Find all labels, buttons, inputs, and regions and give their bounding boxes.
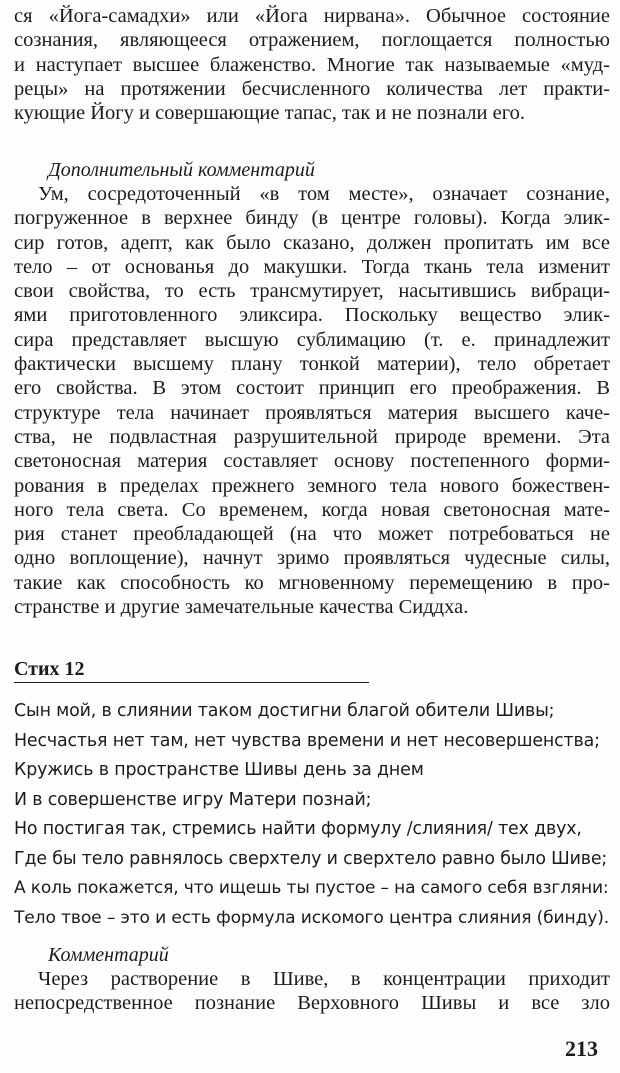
additional-comment-paragraph	[14, 182, 610, 619]
text-line: Через растворение в Шиве, в концентрации приходит	[38, 968, 610, 990]
verse-line: А коль покажется, что ищешь ты пустое – на самого себя взгляни:	[14, 878, 609, 898]
text-line: ного тела света. Со временем, когда новая светоносная мате-	[14, 498, 610, 521]
commentary-heading: Комментарий	[48, 944, 169, 966]
text-line: такие как способность ко мгновенному перемещению в про-	[14, 571, 610, 594]
text-line: и наступает высшее блаженство. Многие так называемые «муд-	[14, 53, 610, 76]
text-line: одно воплощение), начнут зримо проявляться чудесные силы,	[14, 547, 610, 570]
text-line: ства, не подвластная разрушительной природе времени. Эта	[14, 425, 610, 448]
text-line: сознания, являющееся отражением, поглощается полностью	[14, 29, 610, 52]
text-line: сир готов, адепт, как было сказано, должен пропитать им все	[14, 231, 610, 254]
text-line: ся «Йога-самадхи» или «Йога нирвана». Обычное состояние	[14, 5, 610, 27]
verse-line: Несчастья нет там, нет чувства времени и нет несовершенства;	[14, 730, 600, 751]
text-line: странстве и другие замечательные качества Сиддха.	[14, 596, 469, 619]
text-line: непосредственное познание Верховного Шивы и все зло	[14, 992, 610, 1015]
text-line: погруженное в верхнее бинду (в центре головы). Когда элик-	[14, 207, 610, 230]
verse-line: Тело твое – это и есть формула искомого центра слияния (бинду).	[14, 907, 610, 928]
text-line: рования в пределах прежнего земного тела нового божествен-	[14, 474, 610, 497]
additional-comment-heading: Дополнительный комментарий	[48, 159, 315, 181]
verse-line: Где бы тело равнялось сверхтелу и сверхтело равно было Шиве;	[14, 848, 608, 869]
text-line: сира представляет высшую сублимацию (т. е. принадлежит	[14, 328, 610, 351]
opening-paragraph	[14, 4, 610, 125]
verse-line: Сын мой, в слиянии таком достигни благой обители Шивы;	[14, 701, 555, 721]
text-line: кующие Йогу и совершающие тапас, так и не познали его.	[14, 102, 525, 125]
text-line: Ум, сосредоточенный «в том месте», означает сознание,	[38, 183, 610, 205]
text-line: свои свойства, то есть трансмутирует, насытившись вибраци-	[14, 280, 610, 303]
text-line: структуре тела начинает проявляться материя высшего каче-	[14, 401, 610, 424]
text-line: ями приготовленного эликсира. Поскольку вещество элик-	[14, 304, 610, 327]
text-line: светоносная материя составляет основу постепенного форми-	[14, 450, 610, 473]
text-line: тело – от основанья до макушки. Тогда ткань тела изменит	[14, 255, 610, 278]
verse-heading-rule	[14, 682, 369, 683]
verse-line: Но постигая так, стремись найти формулу /слияния/ тех двух,	[14, 819, 582, 839]
text-line: фактически высшему плану тонкой материи), тело обретает	[14, 353, 610, 376]
verse-line: И в совершенстве игру Матери познай;	[14, 789, 372, 810]
verse-block	[14, 697, 612, 933]
text-line: рия станет преобладающей (на что может потребоваться не	[14, 523, 610, 546]
commentary-paragraph	[14, 967, 610, 1016]
verse-line: Кружись в пространстве Шивы день за днем	[14, 760, 424, 780]
text-line: его свойства. В этом состоит принцип его преображения. В	[14, 377, 610, 400]
verse-heading: Стих 12	[14, 658, 85, 680]
page-number: 213	[565, 1036, 598, 1061]
text-line: рецы» на протяжении бесчисленного количества лет практи-	[14, 77, 610, 100]
